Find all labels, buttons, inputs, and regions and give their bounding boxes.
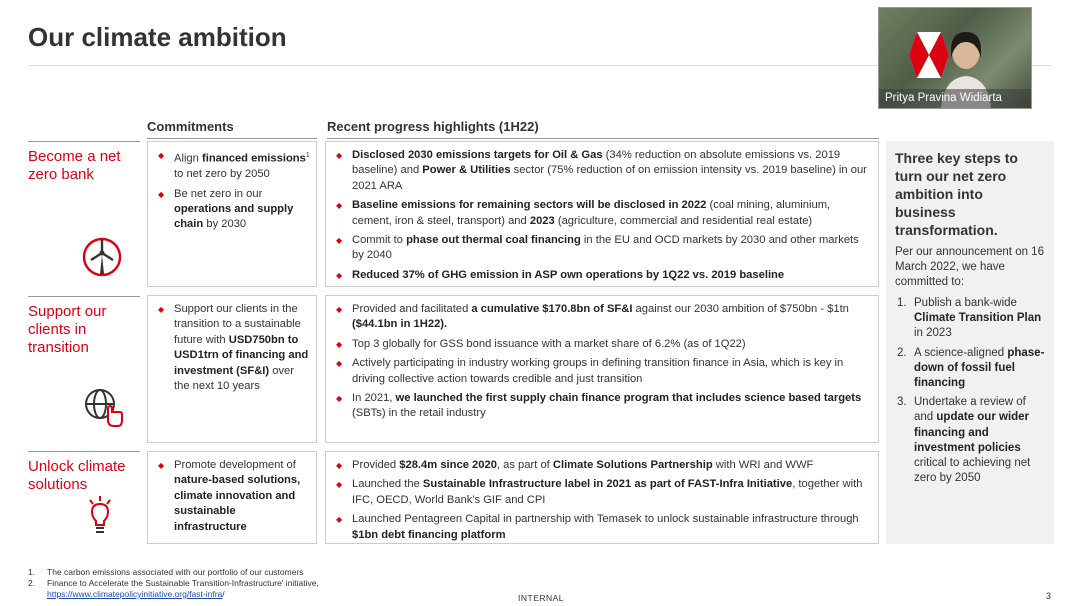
key-step-item: 2. A science-aligned phase-down of fossil fuel financing [897, 346, 1045, 390]
page-number: 3 [1046, 591, 1052, 601]
progress-item: ◆ Launched Pentagreen Capital in partnership with Temasek to unlock sustainable infrastructure through $1bn debt financing platform [332, 512, 872, 543]
classification-label: INTERNAL [518, 593, 565, 603]
page-title: Our climate ambition [28, 22, 287, 52]
progress-item: ◆ In 2021, we launched the first supply chain finance program that includes science based targets (SBTs) in the retail industry [332, 391, 872, 422]
key-steps-heading: Three key steps to turn our net zero ambition into business transformation. [895, 150, 1018, 238]
progress-item: ◆ Reduced 37% of GHG emission in ASP own operations by 1Q22 vs. 2019 baseline [332, 268, 872, 283]
participant-name: Pritya Pravina Widiarta [879, 89, 1031, 108]
progress-box-net-zero [325, 141, 879, 287]
video-participant-tile[interactable] [878, 7, 1032, 109]
fast-infra-link[interactable]: https://www.climatepolicyinitiative.org/fast-infra [47, 589, 223, 599]
key-step-item: 3. Undertake a review of and update our wider financing and investment policies critical to achieving net zero by 2050 [897, 396, 1031, 485]
commitment-item: ◆ Support our clients in the transition to a sustainable future with USD750bn to USD1trn of financing and investment (SF&I) over the next 10 years [154, 302, 310, 394]
progress-item: ◆ Baseline emissions for remaining sectors will be disclosed in 2022 (coal mining, aluminium, cement, iron & steel, transport) and 2023 (agriculture, commercial and residential real estate) [332, 198, 872, 229]
commitment-item: ◆ Align financed emissions$^1$ to net zero by 2050 [154, 148, 310, 183]
globe-click-icon [82, 386, 126, 430]
progress-item: ◆ Launched the Sustainable Infrastructure label in 2021 as part of FAST-Infra Initiative, together with IFC, OECD, World Bank's GIF and CPI [332, 477, 872, 508]
row-label-climate-solutions: Unlock climate solutions [28, 451, 140, 494]
commitment-item: ◆ Promote development of nature-based solutions, climate innovation and sustainable infrastructure [154, 458, 310, 535]
commitments-header-line [147, 138, 317, 139]
key-steps-panel [886, 141, 1054, 544]
footnotes [28, 567, 319, 600]
progress-item: ◆ Commit to phase out thermal coal financing in the EU and OCD markets by 2030 and other markets by 2040 [332, 233, 872, 264]
footnote-1: 1. The carbon emissions associated with our portfolio of our customers [28, 567, 304, 577]
progress-header-line [327, 138, 879, 139]
commitment-item: ◆ Be net zero in our operations and supply chain by 2030 [154, 187, 310, 233]
progress-item: ◆ Top 3 globally for GSS bond issuance with a market share of 6.2% (as of 1Q22) [332, 337, 872, 352]
key-steps-intro: Per our announcement on 16 March 2022, we have committed to: [895, 246, 1044, 288]
progress-header: Recent progress highlights (1H22) [327, 119, 539, 134]
progress-item: ◆ Actively participating in industry working groups in defining transition finance in Asia, which is key in driving collective action towards credible and just transition [332, 356, 872, 387]
key-step-item: 1. Publish a bank-wide Climate Transition Plan in 2023 [897, 297, 1042, 340]
progress-box-support-clients [325, 295, 879, 443]
footnote-2: 2. Finance to Accelerate the Sustainable Transition-Infrastructure' initiative, https://www.climatepolicyinitiative.org/fast-infra/ [28, 578, 319, 599]
commitments-box-climate-solutions [147, 451, 317, 544]
commitments-box-support-clients [147, 295, 317, 443]
progress-item: ◆ Disclosed 2030 emissions targets for Oil & Gas (34% reduction on absolute emissions vs. 2019 baseline) and Power & Utilities sector (75% reduction of on emission intensity vs. 2019 baseline) in our 2021 ARA [332, 148, 872, 194]
lightbulb-icon [82, 494, 126, 538]
row-label-support-clients: Support our clients in transition [28, 296, 140, 357]
row-label-net-zero: Become a net zero bank [28, 141, 140, 184]
progress-box-climate-solutions [325, 451, 879, 544]
commitments-header: Commitments [147, 119, 234, 134]
progress-item: ◆ Provided and facilitated a cumulative $170.8bn of SF&I against our 2030 ambition of $750bn - $1tn ($44.1bn in 1H22). [332, 302, 872, 333]
wind-turbine-icon [82, 236, 126, 280]
key-steps-list [895, 296, 1046, 486]
progress-item: ◆ Provided $28.4m since 2020, as part of Climate Solutions Partnership with WRI and WWF [332, 458, 872, 473]
commitments-box-net-zero [147, 141, 317, 287]
